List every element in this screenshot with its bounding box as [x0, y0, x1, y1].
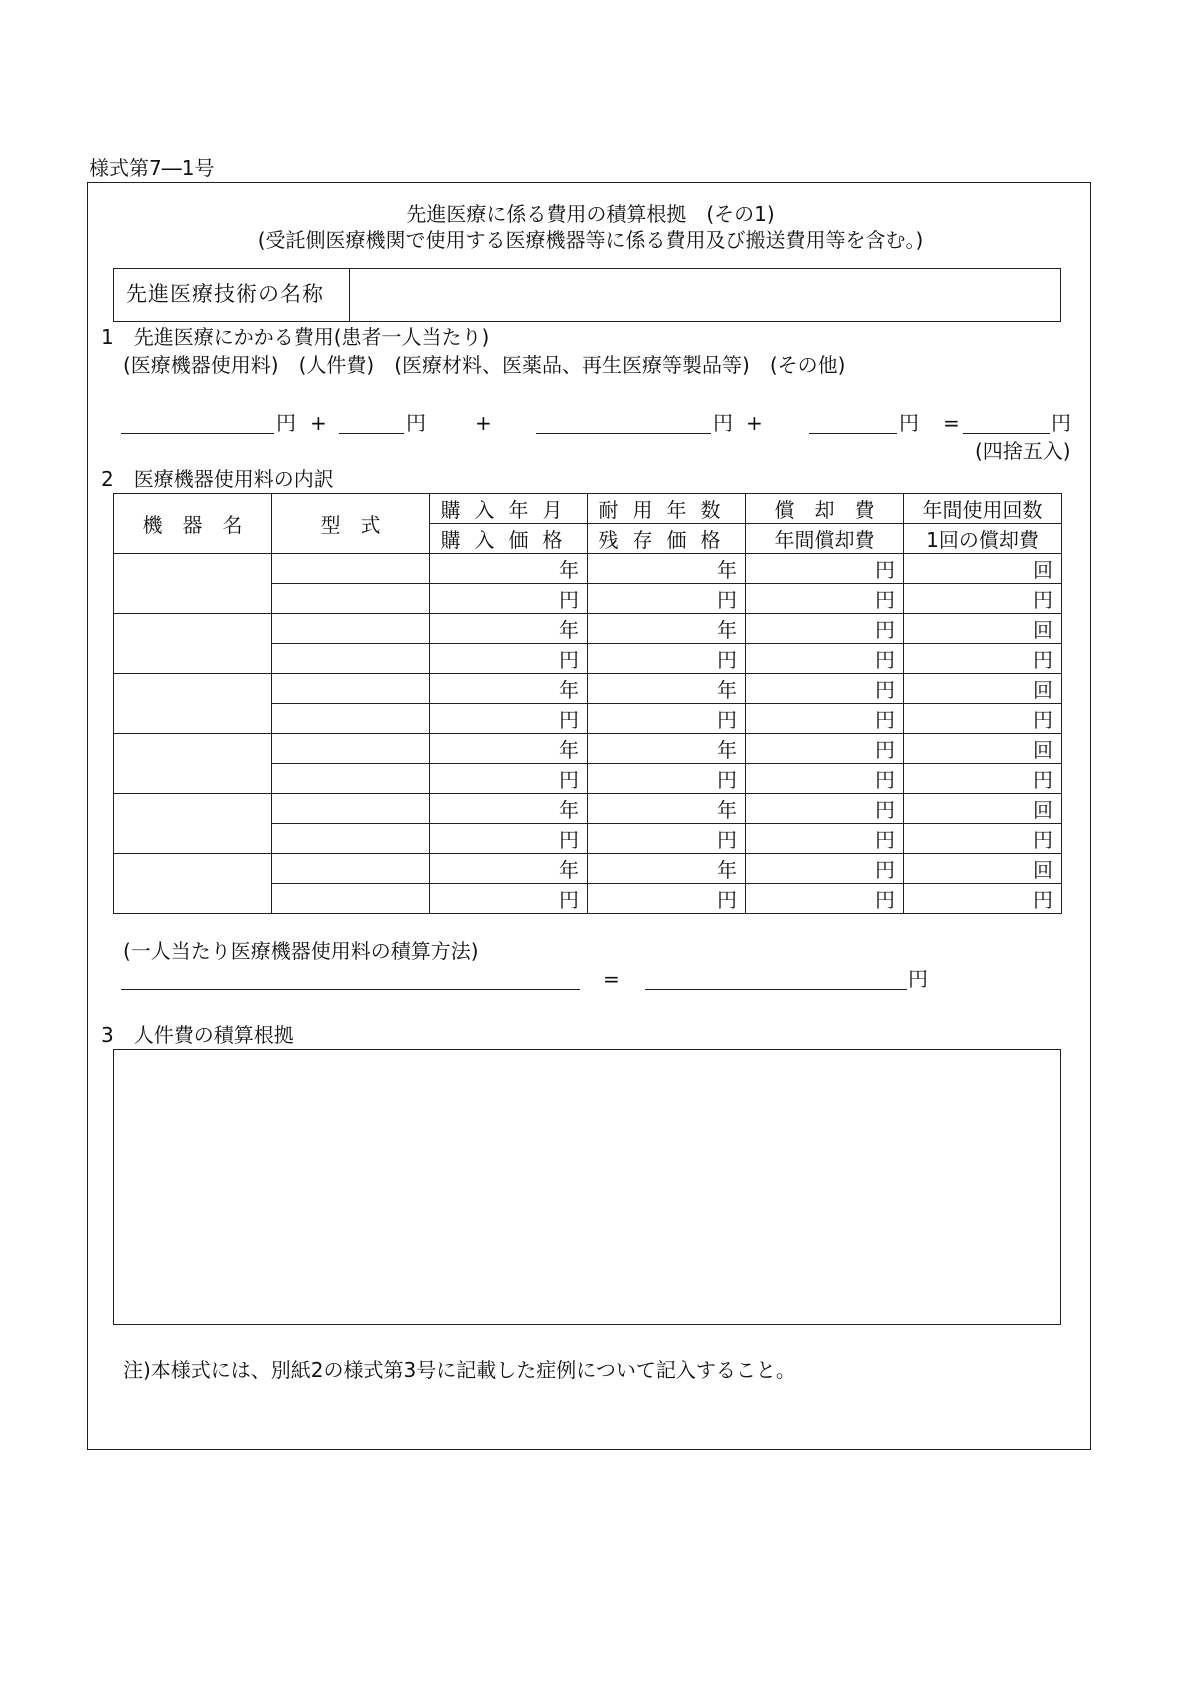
- model-cell[interactable]: [272, 554, 430, 584]
- model-cell[interactable]: [272, 764, 430, 794]
- annual-depreciation-cell[interactable]: 円: [746, 764, 904, 794]
- header-per-use-depreciation: 1回の償却費: [904, 524, 1062, 554]
- purchase-date-cell[interactable]: 年: [430, 614, 588, 644]
- purchase-date-cell[interactable]: 年: [430, 794, 588, 824]
- form-number: 様式第7―1号: [89, 156, 215, 180]
- device-name-cell[interactable]: [114, 794, 272, 854]
- model-cell[interactable]: [272, 824, 430, 854]
- model-cell[interactable]: [272, 884, 430, 914]
- annual-depreciation-cell[interactable]: 円: [746, 644, 904, 674]
- depreciation-cell[interactable]: 円: [746, 794, 904, 824]
- yen-unit: 円: [713, 411, 733, 435]
- useful-life-cell[interactable]: 年: [588, 554, 746, 584]
- equals-sign: =: [603, 967, 620, 991]
- residual-value-cell[interactable]: 円: [588, 764, 746, 794]
- depreciation-cell[interactable]: 円: [746, 674, 904, 704]
- model-cell[interactable]: [272, 644, 430, 674]
- calc-method-label: (一人当たり医療機器使用料の積算方法): [123, 939, 479, 963]
- header-depreciation: 償 却 費: [746, 494, 904, 524]
- header-purchase-price: 購入価格: [430, 524, 588, 554]
- annual-depreciation-cell[interactable]: 円: [746, 824, 904, 854]
- table-row: [114, 674, 1062, 704]
- per-use-depreciation-cell[interactable]: 円: [904, 704, 1062, 734]
- per-use-depreciation-cell[interactable]: 円: [904, 824, 1062, 854]
- model-cell[interactable]: [272, 614, 430, 644]
- form-title: 先進医療に係る費用の積算根拠 (その1): [406, 202, 775, 226]
- yen-unit: 円: [1051, 411, 1071, 435]
- purchase-date-cell[interactable]: 年: [430, 554, 588, 584]
- per-use-depreciation-cell[interactable]: 円: [904, 584, 1062, 614]
- useful-life-cell[interactable]: 年: [588, 794, 746, 824]
- useful-life-cell[interactable]: 年: [588, 674, 746, 704]
- annual-uses-cell[interactable]: 回: [904, 794, 1062, 824]
- plus-sign: +: [310, 411, 327, 435]
- residual-value-cell[interactable]: 円: [588, 704, 746, 734]
- purchase-date-cell[interactable]: 年: [430, 674, 588, 704]
- materials-cost-blank[interactable]: [536, 433, 711, 434]
- device-name-cell[interactable]: [114, 674, 272, 734]
- section2-heading: 2 医療機器使用料の内訳: [101, 467, 334, 491]
- model-cell[interactable]: [272, 584, 430, 614]
- tech-name-label: 先進医療技術の名称: [114, 269, 350, 321]
- equipment-table: [113, 493, 1062, 914]
- purchase-price-cell[interactable]: 円: [430, 704, 588, 734]
- header-useful-life: 耐用年数: [588, 494, 746, 524]
- personnel-cost-blank[interactable]: [339, 433, 404, 434]
- annual-depreciation-cell[interactable]: 円: [746, 584, 904, 614]
- residual-value-cell[interactable]: 円: [588, 644, 746, 674]
- residual-value-cell[interactable]: 円: [588, 584, 746, 614]
- header-annual-depreciation: 年間償却費: [746, 524, 904, 554]
- total-cost-blank[interactable]: [963, 433, 1050, 434]
- per-use-depreciation-cell[interactable]: 円: [904, 764, 1062, 794]
- table-row: [114, 854, 1062, 884]
- purchase-date-cell[interactable]: 年: [430, 734, 588, 764]
- tech-name-field[interactable]: [350, 269, 1060, 321]
- purchase-price-cell[interactable]: 円: [430, 764, 588, 794]
- depreciation-cell[interactable]: 円: [746, 554, 904, 584]
- rounding-note: (四捨五入): [975, 439, 1071, 463]
- yen-unit: 円: [908, 967, 928, 991]
- purchase-date-cell[interactable]: 年: [430, 854, 588, 884]
- depreciation-cell[interactable]: 円: [746, 854, 904, 884]
- table-row: [114, 734, 1062, 764]
- per-patient-device-fee-blank[interactable]: [645, 989, 907, 990]
- header-annual-uses: 年間使用回数: [904, 494, 1062, 524]
- residual-value-cell[interactable]: 円: [588, 884, 746, 914]
- calc-method-blank[interactable]: [121, 989, 580, 990]
- depreciation-cell[interactable]: 円: [746, 614, 904, 644]
- purchase-price-cell[interactable]: 円: [430, 884, 588, 914]
- annual-uses-cell[interactable]: 回: [904, 554, 1062, 584]
- header-device-name: 機 器 名: [114, 494, 272, 554]
- section3-heading: 3 人件費の積算根拠: [101, 1023, 294, 1047]
- model-cell[interactable]: [272, 704, 430, 734]
- header-model: 型 式: [272, 494, 430, 554]
- device-name-cell[interactable]: [114, 614, 272, 674]
- annual-uses-cell[interactable]: 回: [904, 734, 1062, 764]
- form-subtitle: (受託側医療機関で使用する医療機器等に係る費用及び搬送費用等を含む。): [257, 228, 924, 252]
- annual-uses-cell[interactable]: 回: [904, 854, 1062, 884]
- medical-device-fee-blank[interactable]: [121, 433, 274, 434]
- other-cost-blank[interactable]: [809, 433, 897, 434]
- yen-unit: 円: [899, 411, 919, 435]
- table-row: [114, 614, 1062, 644]
- plus-sign: +: [475, 411, 492, 435]
- header-purchase-date: 購入年月: [430, 494, 588, 524]
- section1-subheading: (医療機器使用料) (人件費) (医療材料、医薬品、再生医療等製品等) (その他): [123, 353, 846, 377]
- equals-sign: =: [943, 411, 960, 435]
- section1-heading: 1 先進医療にかかる費用(患者一人当たり): [101, 325, 490, 349]
- purchase-price-cell[interactable]: 円: [430, 824, 588, 854]
- useful-life-cell[interactable]: 年: [588, 614, 746, 644]
- device-name-cell[interactable]: [114, 734, 272, 794]
- purchase-price-cell[interactable]: 円: [430, 584, 588, 614]
- table-row: [114, 554, 1062, 584]
- annual-uses-cell[interactable]: 回: [904, 674, 1062, 704]
- per-use-depreciation-cell[interactable]: 円: [904, 884, 1062, 914]
- annual-uses-cell[interactable]: 回: [904, 614, 1062, 644]
- header-residual-value: 残存価格: [588, 524, 746, 554]
- model-cell[interactable]: [272, 854, 430, 884]
- personnel-cost-basis-field[interactable]: [113, 1049, 1061, 1325]
- device-name-cell[interactable]: [114, 854, 272, 914]
- per-use-depreciation-cell[interactable]: 円: [904, 644, 1062, 674]
- table-row: [114, 794, 1062, 824]
- purchase-price-cell[interactable]: 円: [430, 644, 588, 674]
- annual-depreciation-cell[interactable]: 円: [746, 704, 904, 734]
- model-cell[interactable]: [272, 674, 430, 704]
- plus-sign: +: [746, 411, 763, 435]
- footnote: 注)本様式には、別紙2の様式第3号に記載した症例について記入すること。: [123, 1358, 796, 1382]
- residual-value-cell[interactable]: 円: [588, 824, 746, 854]
- model-cell[interactable]: [272, 794, 430, 824]
- useful-life-cell[interactable]: 年: [588, 734, 746, 764]
- useful-life-cell[interactable]: 年: [588, 854, 746, 884]
- yen-unit: 円: [276, 411, 296, 435]
- model-cell[interactable]: [272, 734, 430, 764]
- tech-name-box: [113, 268, 1061, 322]
- device-name-cell[interactable]: [114, 554, 272, 614]
- yen-unit: 円: [406, 411, 426, 435]
- depreciation-cell[interactable]: 円: [746, 734, 904, 764]
- annual-depreciation-cell[interactable]: 円: [746, 884, 904, 914]
